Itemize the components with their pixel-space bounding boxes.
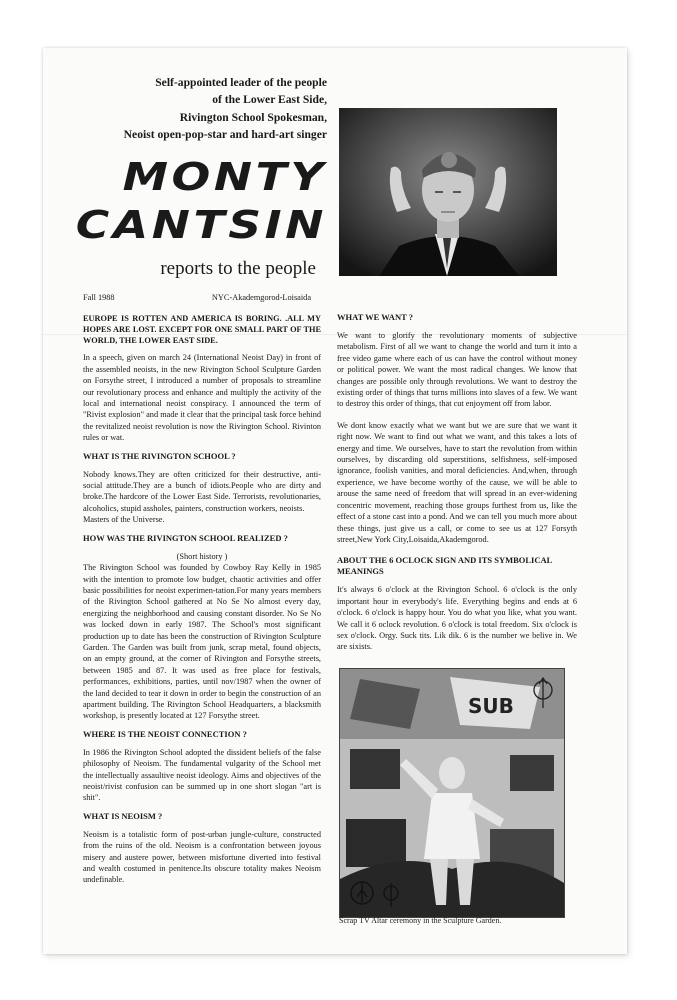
section-heading: WHAT IS THE RIVINGTON SCHOOL ? [83, 450, 236, 461]
section-heading: ABOUT THE 6 OCLOCK SIGN AND ITS SYMBOLICAL MEANINGS [337, 555, 552, 577]
section-paragraph: In 1986 the Rivington School adopted the dissident beliefs of the false philosophy of Neoism. The fundamental vulgarity of the School met the intellectually assaultive neoist ideology. Aims and objectives of the neoist/rivist confusion can be summed up in one short slogan "art is shit". [83, 747, 321, 803]
header-tagline [99, 74, 327, 144]
six-oclock-symbol-icon [531, 676, 555, 710]
subtitle: reports to the people [160, 258, 316, 279]
logo-word-monty: MONTY [122, 155, 327, 199]
section-heading: WHAT WE WANT ? [337, 312, 413, 322]
section-paragraph: It's always 6 o'clock at the Rivington School. 6 o'clock is the only important hour in everybody's life. Everything begins and ends at 6 o'clock. 6 o'clock is happy hour. You do what you like, what you want. We call it 6 oclock revolution. 6 o'clock is total freedom. Six o'clock is sex o'clock. Orgy. Suck tits. Lik dik. 6 is the number we belive in. We are sixists. [337, 585, 577, 652]
flyer-sheet [43, 48, 627, 954]
section-paragraph: The Rivington School was founded by Cowboy Ray Kelly in 1985 with the intention to promote low budget, chaotic activities and offer basic possibilities for neoist experimen-tation.For many years members of the Rivington School gathered at No Se No almost every day, energizing the neighborhood and causing constant disorder. No Se No was locked down in early 1987. The School's most significant production up to date has been the construction of Rivington Sculpture Garden. The Garden was built from junk, scrap metal, found objects, on an empty ground, at the corner of Rivington and Forsythe streets, between 1985 and 87. It was used as free place for festivals, performances, exhibitions, parties, until nov/1987 when the owner of the land decided to tear it down in order to begin the construction of an apartment building. The Rivington School Headquarters, a blacksmith workshop, is presently located at 127 Forsythe street. [83, 563, 321, 721]
section-heading: WHERE IS THE NEOIST CONNECTION ? [83, 728, 247, 739]
intro-paragraph: In a speech, given on march 24 (International Neoist Day) in front of the assembled neoists, in the new Rivington School Sculpture Garden on Forsythe street, I introduced a number of proposals to streamline our revolutionary process and enhance and multiply the activity of the local and international neoist conspiracy. I announced the term of "Rivist explosion" and made it clear that the principal task force behind the revitalized neoist revolution is now the Rivington School. Rivinton rules or wat. [83, 353, 321, 443]
svg-text:SUB: SUB [468, 694, 514, 718]
lead-statement: EUROPE IS ROTTEN AND AMERICA IS BORING. .ALL MY HOPES ARE LOST. EXCEPT FOR ONE SMALL PART OF THE WORLD, THE LOWER EAST SIDE. [83, 314, 321, 346]
six-oclock-circle-icon [349, 880, 375, 906]
section-heading: HOW WAS THE RIVINGTON SCHOOL REALIZED ? [83, 532, 288, 543]
section-paragraph: We dont know exactly what we want but we are sure that we want it right now. We want to find out what we want, and this takes a lots of energy and time. We ourselves, have to start the revolution from within ourselves, by discarding old superstitions, selfishness, self-imposed ignorance, foolish vanities, and moral deficiencies. And,when, through experience, we have become worthy of the cause, we will be able to arouse the same need of freedom that will spread in an ever-widening concentric movement, reaching those groups furthest from us, like the effect of a stone cast into a pond. And we can tell you much more about these things, just give us a call, or come to see us at 127 Forsyth street,New York City,Loisaida,Akademgorod. [337, 420, 577, 544]
tagline-line: Self-appointed leader of the people [155, 76, 327, 89]
issue-place: NYC-Akademgorod-Loisaida [211, 293, 311, 302]
section-paragraph: We want to glorify the revolutionary moments of subjective metabolism. First of all we want to change the world and turn it into a free video game where each of us can have the control without money or political power. We want the most radical changes. We know that changes are possible only through revolutions. We want to destroy the existing order of things that turns millions into slaves of a few. We want to destroy this order of things, that cut enjoyment off from labor. [337, 331, 577, 409]
six-oclock-mark-icon [381, 882, 401, 908]
tagline-line: Rivington School Spokesman, [179, 110, 327, 124]
portrait-illustration [339, 108, 557, 276]
tagline-line: of the Lower East Side, [212, 93, 327, 107]
tagline-line: Neoist open-pop-star and hard-art singer [123, 128, 327, 142]
section-heading: WHAT IS NEOISM ? [83, 810, 163, 821]
dateline [83, 292, 321, 303]
left-column [83, 292, 321, 892]
logo-word-cantsin: CANTSIN [75, 203, 327, 247]
section-paragraph: Nobody knows.They are often criticized for their destructive, anti-social attitude.They are a bunch of idiots.People who are dirty and broke.The hardcore of the Lower East Side. Terrorists, revolutionaries, alcoholics, stupid assholes, painters, construction workers, neoists. [83, 469, 321, 513]
monty-cantsin-logo [75, 150, 327, 250]
right-column [337, 312, 577, 659]
section-paragraph: Neoism is a totalistic form of post-urban jungle-culture, constructed from the ruins of the old. Neoism is a confrontation between joyous misery and austere power, between misfortune diverted into festival and wealth costumed in penitence.Its obscure totality makes Neoism undefinable. [83, 829, 321, 885]
short-history-label: (Short history ) [176, 551, 228, 561]
portrait-photo [339, 108, 557, 276]
issue-date: Fall 1988 [83, 293, 115, 302]
photo-caption: Scrap TV Altar ceremony in the Sculpture Garden. [339, 916, 502, 925]
section-paragraph: Masters of the Universe. [83, 515, 165, 525]
